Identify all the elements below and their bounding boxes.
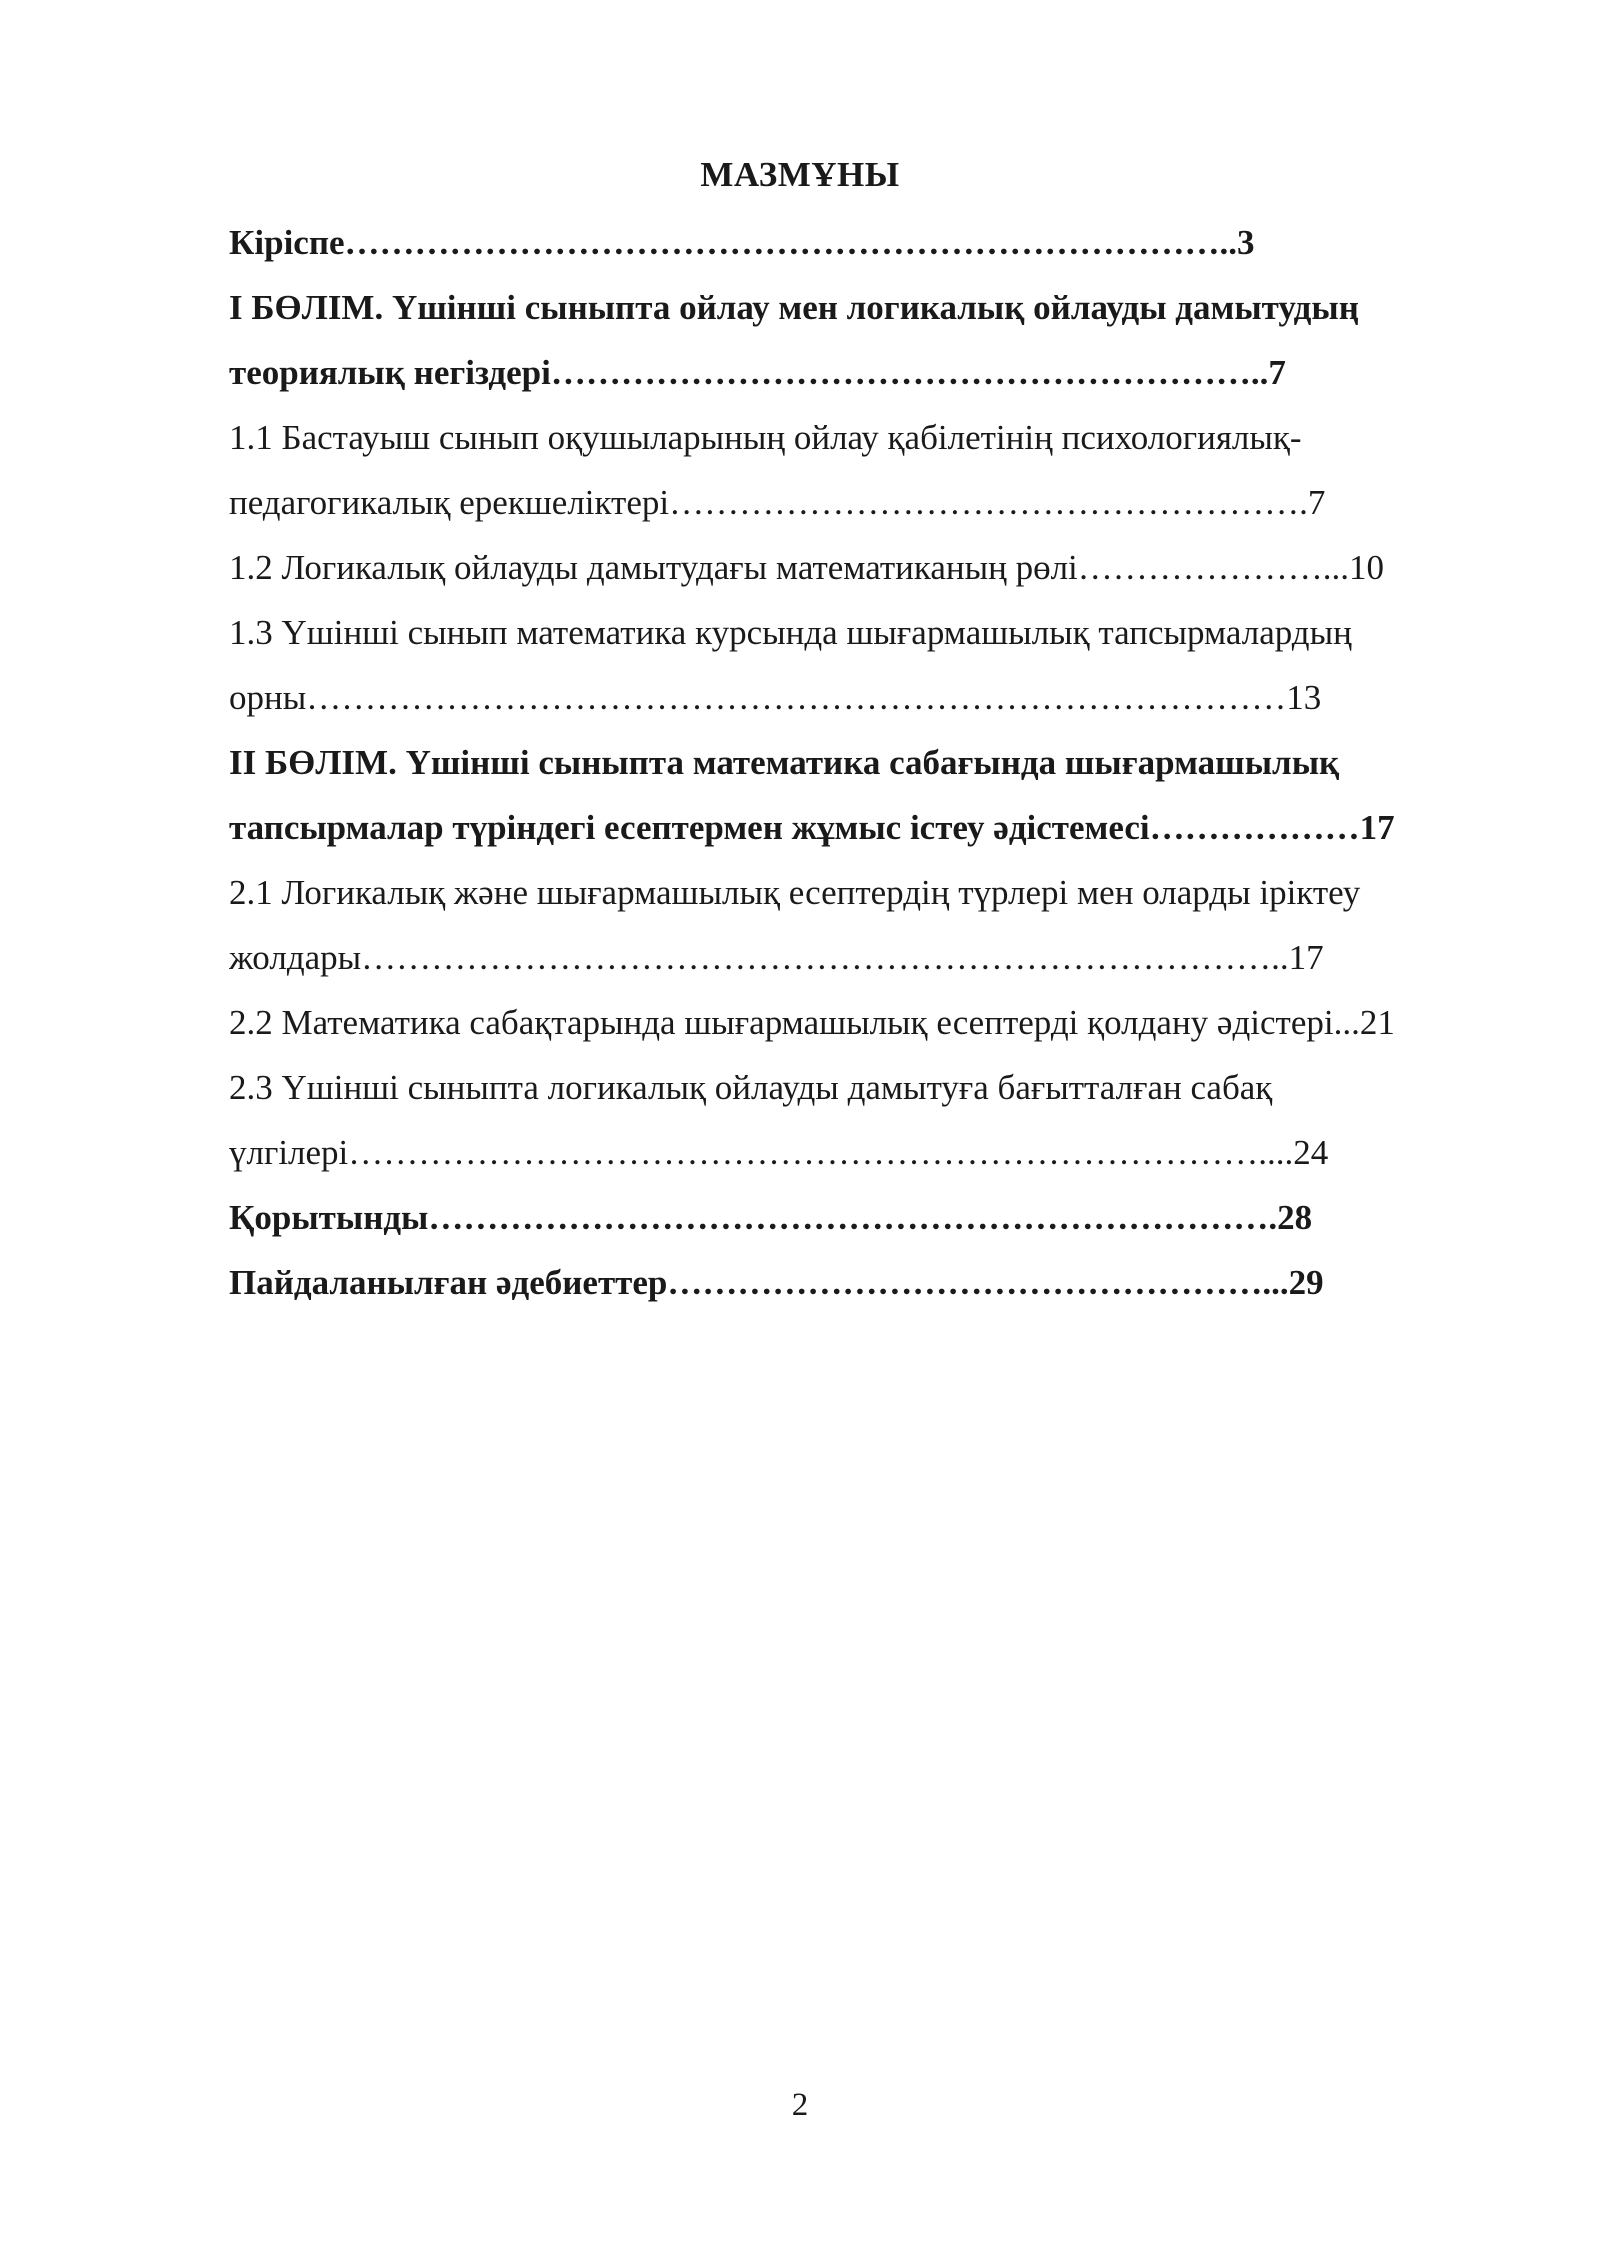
toc-line-section-1-1: 1.1 Бастауыш сынып оқушыларының ойлау қабілетінің психологиялық- bbox=[229, 418, 1302, 457]
toc-line-section-1-3-cont: орны…………………………………………………………………………13 bbox=[229, 678, 1322, 717]
toc-line-part2-heading: ІІ БӨЛІМ. Үшінші сыныпта математика сабағында шығармашылық bbox=[229, 743, 1340, 782]
toc-line-intro: Кіріспе…………………………………………………………………..3 bbox=[229, 223, 1255, 262]
toc-line-section-1-3: 1.3 Үшінші сынып математика курсында шығармашылық тапсырмалардың bbox=[229, 613, 1352, 652]
toc-line-part2-heading-cont: тапсырмалар түріндегі есептермен жұмыс істеу әдістемесі………………17 bbox=[229, 808, 1395, 847]
toc-line-section-1-2: 1.2 Логикалық ойлауды дамытудағы математиканың рөлі…………………...10 bbox=[229, 548, 1385, 587]
toc-line-conclusion: Қорытынды……………………………………………………………….28 bbox=[229, 1198, 1313, 1237]
toc-line-part1-heading-cont: теориялық негіздері……………………………………………………..7 bbox=[229, 353, 1286, 392]
toc-line-section-2-1: 2.1 Логикалық және шығармашылық есептердің түрлері мен оларды іріктеу bbox=[229, 873, 1361, 912]
toc-line-section-2-3: 2.3 Үшінші сыныпта логикалық ойлауды дамытуға бағытталған сабақ bbox=[229, 1068, 1273, 1107]
page-number: 2 bbox=[791, 2087, 809, 2123]
table-of-contents bbox=[229, 210, 1489, 1315]
toc-line-section-2-2: 2.2 Математика сабақтарында шығармашылық есептерді қолдану әдістері...21 bbox=[229, 1003, 1395, 1042]
toc-line-section-2-1-cont: жолдары……………………………………………………………………..17 bbox=[229, 938, 1324, 977]
toc-line-section-1-1-cont: педагогикалық ерекшеліктері……………………………………………….7 bbox=[229, 483, 1326, 522]
page-title: МАЗМҰНЫ bbox=[700, 155, 900, 194]
toc-line-part1-heading: І БӨЛІМ. Үшінші сыныпта ойлау мен логикалық ойлауды дамытудың bbox=[229, 288, 1359, 327]
toc-line-section-2-3-cont: үлгілері……………………………………………………………………....24 bbox=[229, 1133, 1329, 1172]
toc-line-references: Пайдаланылған әдебиеттер……………………………………………...29 bbox=[229, 1263, 1324, 1302]
